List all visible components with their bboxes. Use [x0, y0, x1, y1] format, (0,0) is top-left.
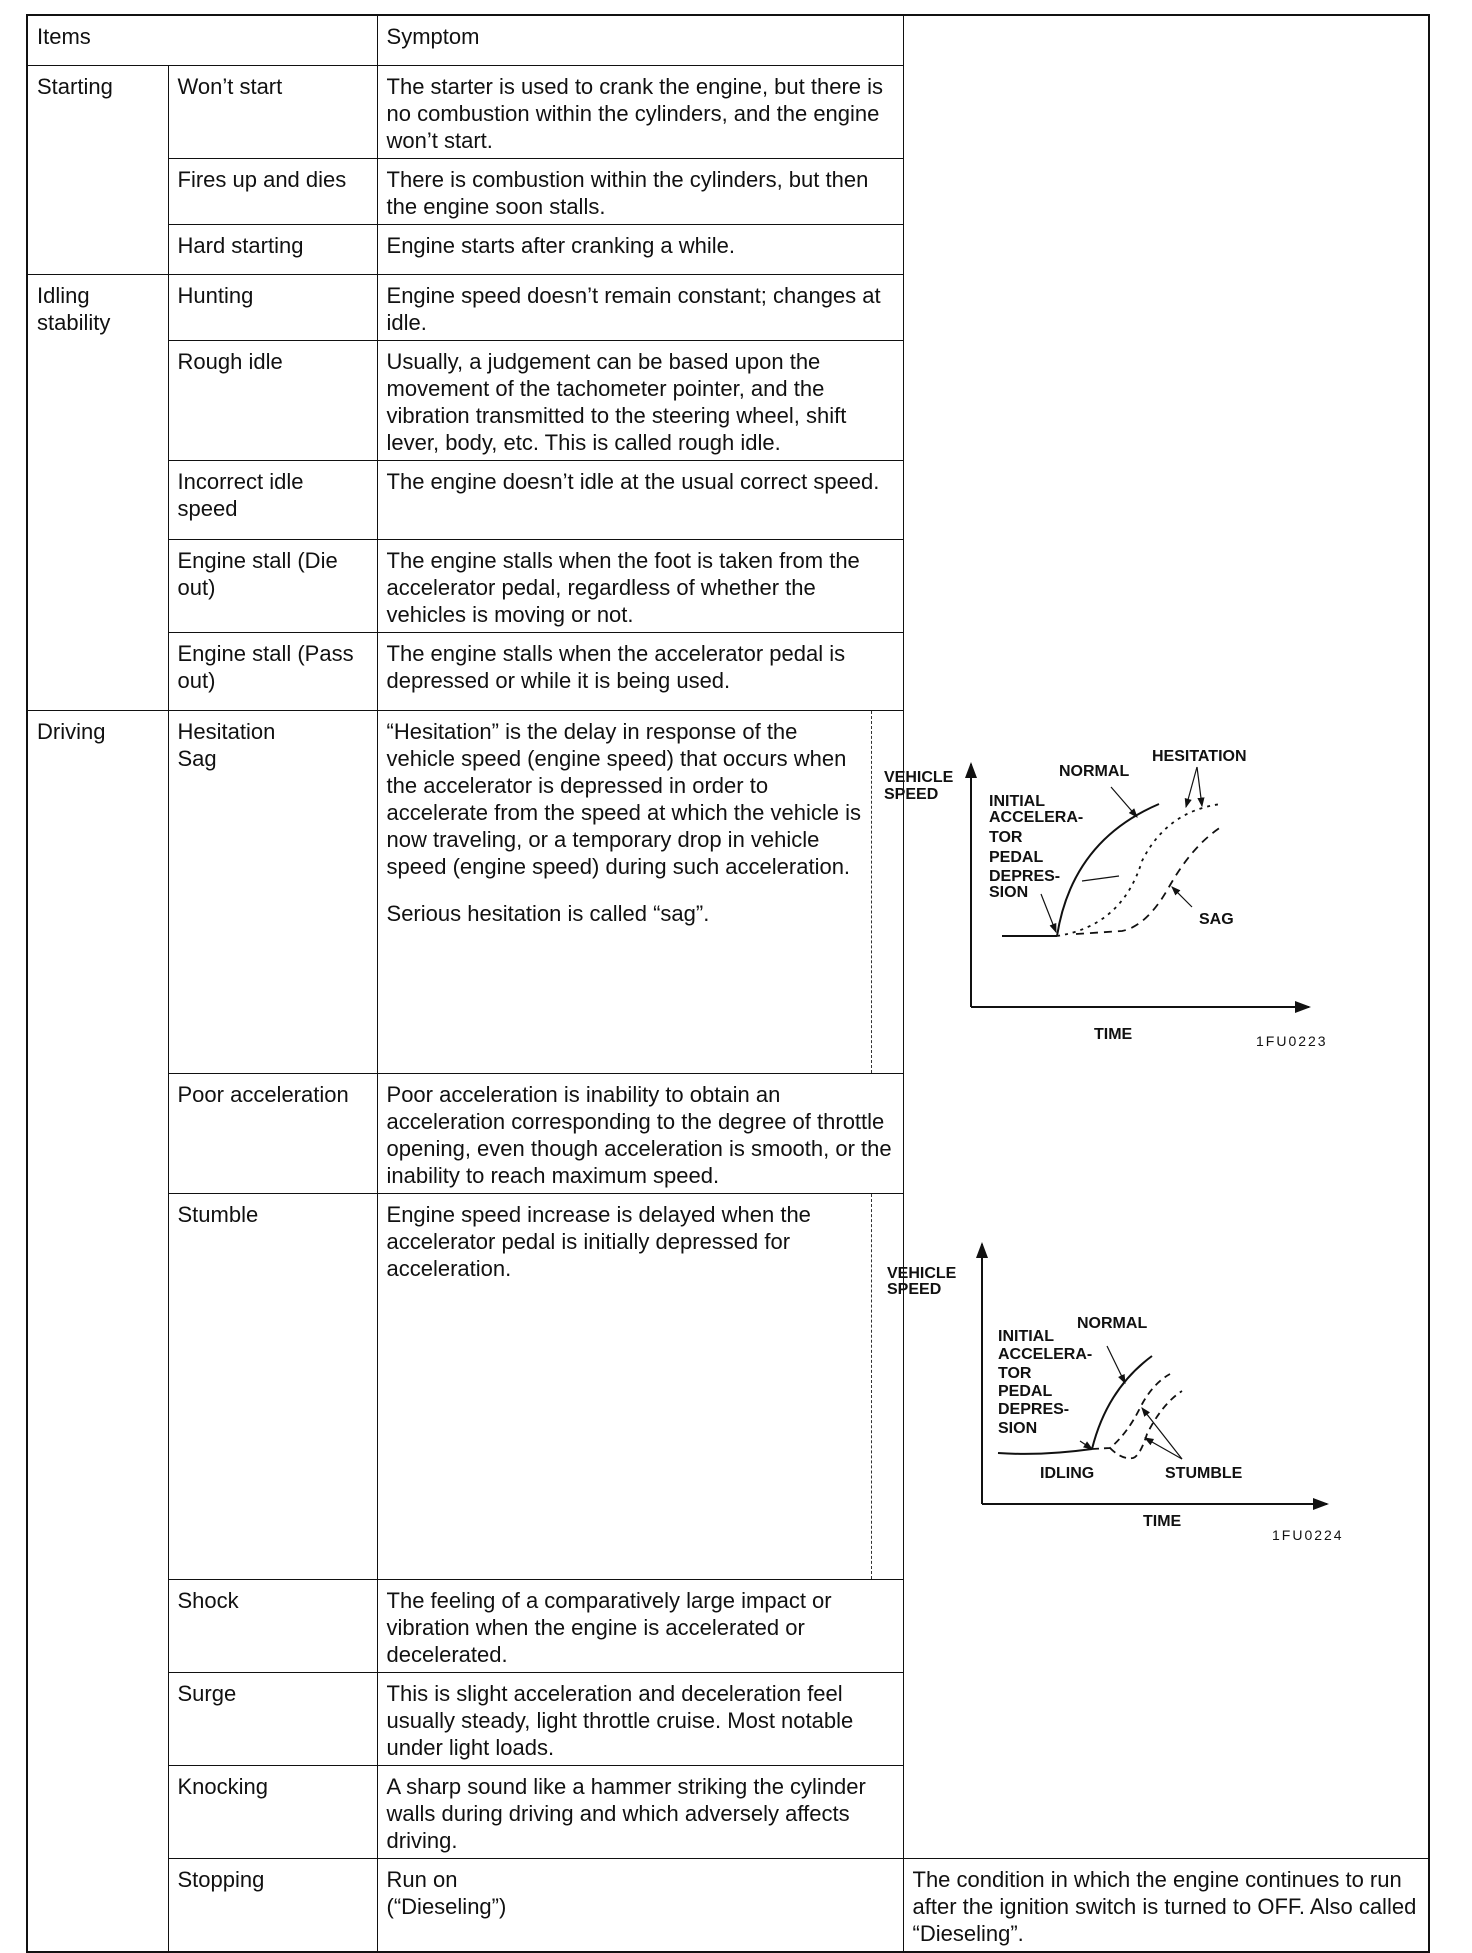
item-cell: Hard starting	[168, 224, 377, 274]
initial-label: INITIAL	[988, 792, 1045, 810]
stumble-diagram	[871, 1194, 1344, 1579]
sag-label: SAG	[1198, 910, 1234, 928]
y-axis-label: SPEED	[883, 785, 938, 803]
hesitation-arrow	[1186, 767, 1197, 807]
stumble-curve	[1092, 1374, 1170, 1449]
symptom-cell	[377, 1193, 1344, 1579]
item-cell: Engine stall (Die out)	[168, 539, 377, 632]
normal-label: NORMAL	[1076, 1314, 1147, 1332]
table-row	[27, 1579, 1429, 1672]
initial-label: TOR	[997, 1364, 1031, 1382]
idling-label: IDLING	[1039, 1464, 1094, 1482]
table-row	[27, 65, 1429, 158]
table-row	[27, 340, 1429, 460]
group-stopping: Stopping	[168, 1858, 377, 1952]
table-row	[27, 224, 1429, 274]
hesitation-arrow	[1197, 767, 1202, 806]
initial-label: ACCELERA-	[997, 1345, 1092, 1363]
x-axis-label: TIME	[1142, 1512, 1181, 1530]
initial-arrow	[1080, 1441, 1092, 1449]
sag-arrow	[1172, 887, 1192, 907]
symptom-text	[378, 711, 871, 1073]
item-cell: Shock	[168, 1579, 377, 1672]
symptom-cell	[377, 710, 1328, 1073]
initial-label: ACCELERA-	[988, 808, 1083, 826]
group-idling: Idling stability	[27, 274, 168, 710]
item-cell: Stumble	[168, 1193, 377, 1579]
symptom-cell: Poor acceleration is inability to obtain an acceleration corresponding to the degree of throttle opening, even though acceleration is smooth, or the inability to reach maximum speed.	[377, 1073, 903, 1193]
symptom-paragraph: “Hesitation” is the delay in response of the vehicle speed (engine speed) that occurs when the accelerator is depressed in order to accelerate from the speed at which the vehicle is now traveling, or a temporary drop in vehicle speed (engine speed) during such acceleration.	[386, 718, 861, 879]
stumble-arrow	[1142, 1408, 1182, 1459]
hesitation-diagram	[871, 711, 1328, 1073]
y-axis-label: VEHICLE	[886, 1264, 956, 1282]
item-cell: Poor acceleration	[168, 1073, 377, 1193]
item-cell: Surge	[168, 1672, 377, 1765]
initial-label: PEDAL	[988, 848, 1043, 866]
symptom-cell: There is combustion within the cylinders, but then the engine soon stalls.	[377, 158, 903, 224]
item-cell: Engine stall (Pass out)	[168, 632, 377, 710]
item-text: Hesitation Sag	[177, 718, 276, 771]
item-cell	[168, 710, 377, 1073]
initial-label: SION	[997, 1419, 1037, 1437]
table-row	[27, 158, 1429, 224]
symptom-table	[26, 14, 1430, 1953]
depression-leader	[1082, 876, 1119, 881]
initial-label: TOR	[988, 828, 1022, 846]
item-cell: Incorrect idle speed	[168, 460, 377, 539]
initial-label: SION	[988, 883, 1028, 901]
item-cell: Won’t start	[168, 65, 377, 158]
table-row	[27, 539, 1429, 632]
y-axis-label: SPEED	[886, 1280, 941, 1298]
initial-label: INITIAL	[997, 1327, 1054, 1345]
symptom-cell: Usually, a judgement can be based upon the movement of the tachometer pointer, and the vibration transmitted to the steering wheel, shift lever, body, etc. This is called rough idle.	[377, 340, 903, 460]
table-row	[27, 1765, 1429, 1858]
table-row	[27, 1073, 1429, 1193]
symptom-cell: The engine stalls when the accelerator pedal is depressed or while it is being used.	[377, 632, 903, 710]
stumble-arrow	[1145, 1438, 1182, 1459]
symptom-paragraph: Engine speed increase is delayed when the accelerator pedal is initially depressed for acceleration.	[386, 1201, 811, 1281]
table-row	[27, 460, 1429, 539]
item-cell: Hunting	[168, 274, 377, 340]
symptom-cell: A sharp sound like a hammer striking the cylinder walls during driving and which adversely affects driving.	[377, 1765, 903, 1858]
stumble-graph	[872, 1194, 1399, 1579]
table-row	[27, 710, 1429, 1073]
symptom-cell: Engine starts after cranking a while.	[377, 224, 903, 274]
symptom-paragraph: Serious hesitation is called “sag”.	[386, 900, 710, 926]
symptom-cell: The feeling of a comparatively large impact or vibration when the engine is accelerated or decelerated.	[377, 1579, 903, 1672]
symptom-cell: Engine speed doesn’t remain constant; changes at idle.	[377, 274, 903, 340]
table-row	[27, 274, 1429, 340]
header-items: Items	[27, 15, 377, 65]
normal-arrow	[1107, 1346, 1125, 1383]
stumble-label: STUMBLE	[1164, 1464, 1242, 1482]
table-row	[27, 1858, 1429, 1952]
header-symptom: Symptom	[377, 15, 903, 65]
symptom-cell: The engine doesn’t idle at the usual correct speed.	[377, 460, 903, 539]
symptom-cell: The condition in which the engine continues to run after the ignition switch is turned to OFF. Also called “Dieseling”.	[903, 1858, 1429, 1952]
initial-arrow	[1041, 894, 1056, 932]
table-row	[27, 1672, 1429, 1765]
normal-arrow	[1111, 787, 1137, 817]
item-cell: Rough idle	[168, 340, 377, 460]
normal-label: NORMAL	[1058, 762, 1129, 780]
symptom-text	[378, 1194, 871, 1579]
table-header-row	[27, 15, 1429, 65]
initial-label: DEPRES-	[988, 867, 1060, 885]
figure-code: 1FU0224	[1271, 1526, 1344, 1543]
initial-label: PEDAL	[997, 1382, 1052, 1400]
stumble-curve	[1110, 1391, 1182, 1458]
symptom-cell: This is slight acceleration and deceleration feel usually steady, light throttle cruise. Most notable under light loads.	[377, 1672, 903, 1765]
initial-label: DEPRES-	[997, 1400, 1069, 1418]
group-driving: Driving	[27, 710, 168, 1952]
x-axis-label: TIME	[1093, 1025, 1132, 1043]
symptom-cell: The starter is used to crank the engine, but there is no combustion within the cylinders, and the engine won’t start.	[377, 65, 903, 158]
figure-code: 1FU0223	[1255, 1032, 1328, 1049]
idle-line	[998, 1449, 1092, 1454]
item-cell: Fires up and dies	[168, 158, 377, 224]
hesitation-label: HESITATION	[1151, 747, 1247, 765]
item-cell: Knocking	[168, 1765, 377, 1858]
group-starting: Starting	[27, 65, 168, 274]
hesitation-graph	[872, 711, 1399, 1073]
item-text: Run on (“Dieseling”)	[386, 1866, 507, 1919]
y-axis-label: VEHICLE	[883, 768, 953, 786]
item-cell	[377, 1858, 903, 1952]
table-row	[27, 1193, 1429, 1579]
table-row	[27, 632, 1429, 710]
symptom-cell: The engine stalls when the foot is taken from the accelerator pedal, regardless of whether the vehicles is moving or not.	[377, 539, 903, 632]
